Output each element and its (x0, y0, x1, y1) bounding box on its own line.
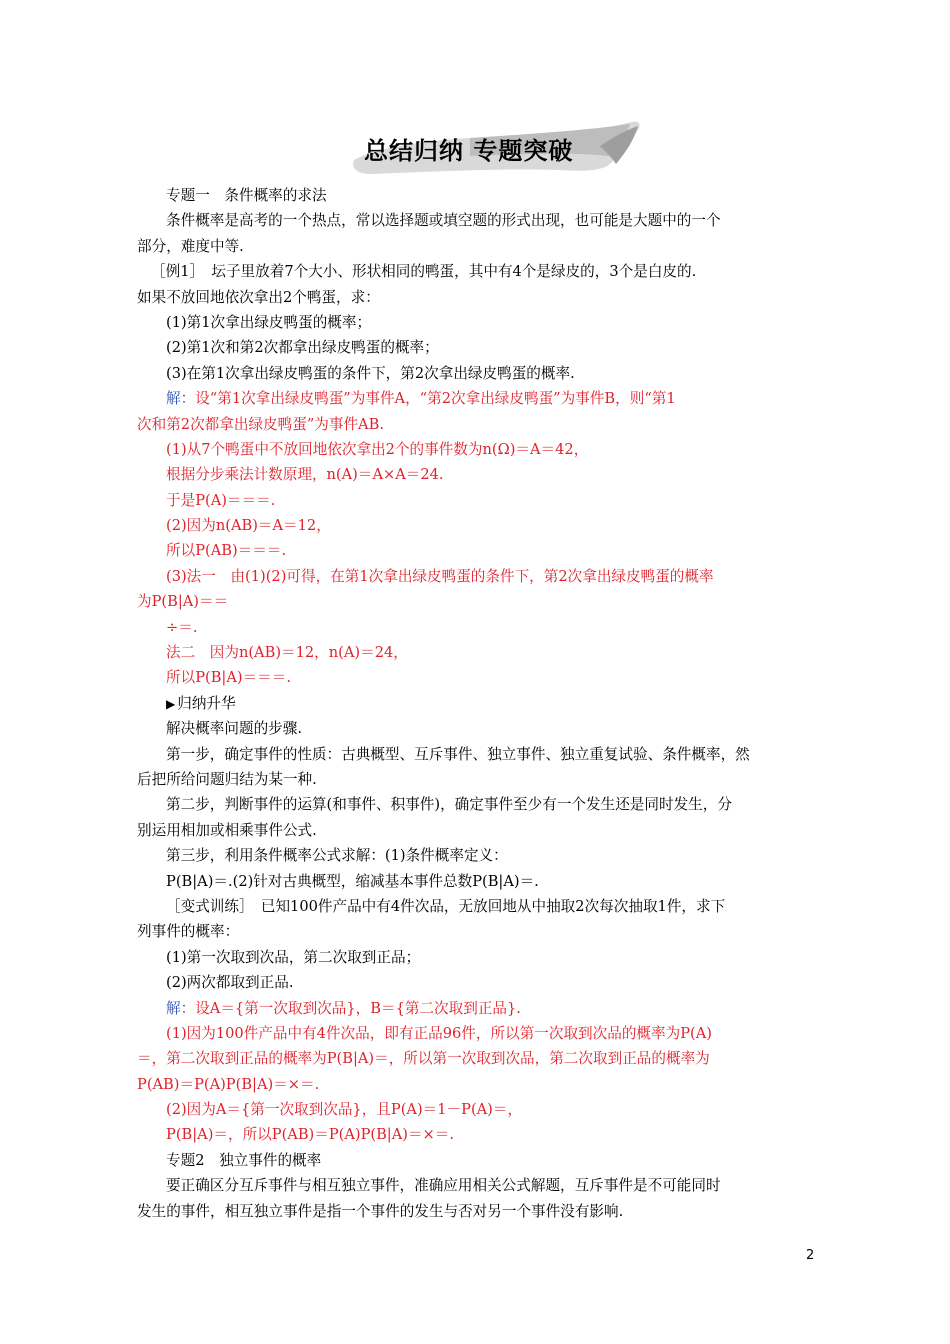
text-line (137, 970, 817, 995)
text-line (137, 361, 817, 386)
line-text: ＝，第二次取到正品的概率为P(B|A)＝，所以第一次取到次品，第二次取到正品的概率为 (137, 1050, 710, 1068)
line-text: 后把所给问题归结为某一种. (137, 770, 317, 788)
line-text: 设A＝{第一次取到次品}，B＝{第二次取到正品}. (195, 999, 521, 1017)
text-line (137, 1097, 817, 1122)
line-text: 为P(B|A)＝＝ (137, 593, 229, 611)
line-text: 归纳升华 (177, 694, 236, 712)
text-line (137, 589, 817, 614)
text-line (137, 869, 817, 894)
line-text: 第三步，利用条件概率公式求解：(1)条件概率定义： (166, 847, 508, 865)
text-line (137, 538, 817, 563)
line-text: 部分，难度中等. (137, 237, 244, 255)
line-text: P(AB)＝P(A)P(B|A)＝×＝. (137, 1075, 320, 1093)
text-line (137, 208, 817, 233)
line-text: 专题一 条件概率的求法 (166, 187, 327, 204)
text-line (137, 462, 817, 487)
text-line (137, 259, 817, 284)
text-line (137, 488, 817, 513)
text-line (137, 513, 817, 538)
line-text: (2)第1次和第2次都拿出绿皮鸭蛋的概率； (166, 339, 439, 357)
text-line (137, 1148, 817, 1173)
line-text: 解决概率问题的步骤. (166, 720, 302, 738)
line-text: (2)因为n(AB)＝A＝12， (166, 517, 331, 535)
solution-label: 解： (166, 390, 196, 408)
line-text: (3)在第1次拿出绿皮鸭蛋的条件下，第2次拿出绿皮鸭蛋的概率. (166, 364, 575, 382)
line-text: 所以P(AB)＝＝＝. (166, 542, 287, 560)
line-text: P(B|A)＝，所以P(AB)＝P(A)P(B|A)＝×＝. (166, 1126, 455, 1144)
line-text: 设“第1次拿出绿皮鸭蛋”为事件A，“第2次拿出绿皮鸭蛋”为事件B，则“第1 (195, 390, 676, 408)
line-text: 别运用相加或相乘事件公式. (137, 821, 317, 839)
text-line (137, 919, 817, 944)
line-text: ［例1］ 坛子里放着7个大小、形状相同的鸭蛋，其中有4个是绿皮的，3个是白皮的. (151, 263, 697, 281)
text-line (137, 615, 817, 640)
text-line (137, 640, 817, 665)
line-text: 如果不放回地依次拿出2个鸭蛋，求： (137, 288, 380, 306)
page-number: 2 (806, 1248, 815, 1263)
line-text: P(B|A)＝.(2)针对古典概型，缩减基本事件总数P(B|A)＝. (166, 872, 539, 890)
text-line (137, 843, 817, 868)
line-text: (1)因为100件产品中有4件次品，即有正品96件，所以第一次取到次品的概率为P(A) (166, 1024, 712, 1042)
line-text: (3)法一 由(1)(2)可得，在第1次拿出绿皮鸭蛋的条件下，第2次拿出绿皮鸭蛋的概率 (166, 567, 714, 585)
text-line (137, 335, 817, 360)
line-text: 第一步，确定事件的性质：古典概型、互斥事件、独立事件、独立重复试验、条件概率，然 (166, 745, 750, 763)
text-line (137, 183, 817, 208)
line-text: 根据分步乘法计数原理，n(A)＝A×A＝24. (166, 466, 444, 484)
line-text: 发生的事件，相互独立事件是指一个事件的发生与否对另一个事件没有影响. (137, 1202, 624, 1220)
line-text: 次和第2次都拿出绿皮鸭蛋”为事件AB. (137, 415, 384, 433)
text-line (137, 1072, 817, 1097)
text-line (137, 996, 817, 1021)
text-line (137, 945, 817, 970)
text-line (137, 1021, 817, 1046)
line-text: ÷＝. (166, 618, 198, 636)
text-line (137, 412, 817, 437)
line-text: (1)第1次拿出绿皮鸭蛋的概率； (166, 313, 372, 331)
line-text: 列事件的概率： (137, 923, 240, 941)
text-line (137, 1122, 817, 1147)
triangle-marker-icon: ▶ (166, 696, 176, 711)
text-line (137, 716, 817, 741)
text-line (137, 665, 817, 690)
text-line (137, 792, 817, 817)
text-line (137, 1046, 817, 1071)
document-body (137, 183, 817, 1224)
text-line (137, 285, 817, 310)
line-text: 要正确区分互斥事件与相互独立事件，准确应用相关公式解题，互斥事件是不可能同时 (166, 1177, 721, 1195)
text-line (137, 386, 817, 411)
text-line (137, 767, 817, 792)
text-line (137, 437, 817, 462)
line-text: (2)两次都取到正品. (166, 974, 294, 992)
line-text: (1)第一次取到次品，第二次取到正品； (166, 948, 421, 966)
line-text: (2)因为A＝{第一次取到次品}，且P(A)＝1－P(A)＝， (166, 1101, 523, 1119)
section-title-banner (350, 116, 650, 178)
line-text: 专题2 独立事件的概率 (166, 1151, 322, 1169)
page-title: 总结归纳 专题突破 (364, 137, 574, 165)
line-text: 第二步，判断事件的运算(和事件、积事件)，确定事件至少有一个发生还是同时发生，分 (166, 796, 732, 814)
text-line (137, 1199, 817, 1224)
line-text: 条件概率是高考的一个热点，常以选择题或填空题的形式出现，也可能是大题中的一个 (166, 212, 721, 230)
line-text: (1)从7个鸭蛋中不放回地依次拿出2个的事件数为n(Ω)＝A＝42， (166, 440, 589, 458)
text-line (137, 742, 817, 767)
line-text: 法二 因为n(AB)＝12，n(A)＝24， (166, 644, 408, 662)
text-line (137, 691, 817, 716)
text-line (137, 1173, 817, 1198)
line-text: 所以P(B|A)＝＝＝. (166, 669, 291, 687)
line-text: 于是P(A)＝＝＝. (166, 491, 276, 509)
text-line (137, 564, 817, 589)
solution-label: 解： (166, 999, 196, 1017)
text-line (137, 310, 817, 335)
line-text: ［变式训练］ 已知100件产品中有4件次品，无放回地从中抽取2次每次抽取1件，求下 (166, 897, 726, 915)
text-line (137, 818, 817, 843)
text-line (137, 894, 817, 919)
text-line (137, 234, 817, 259)
